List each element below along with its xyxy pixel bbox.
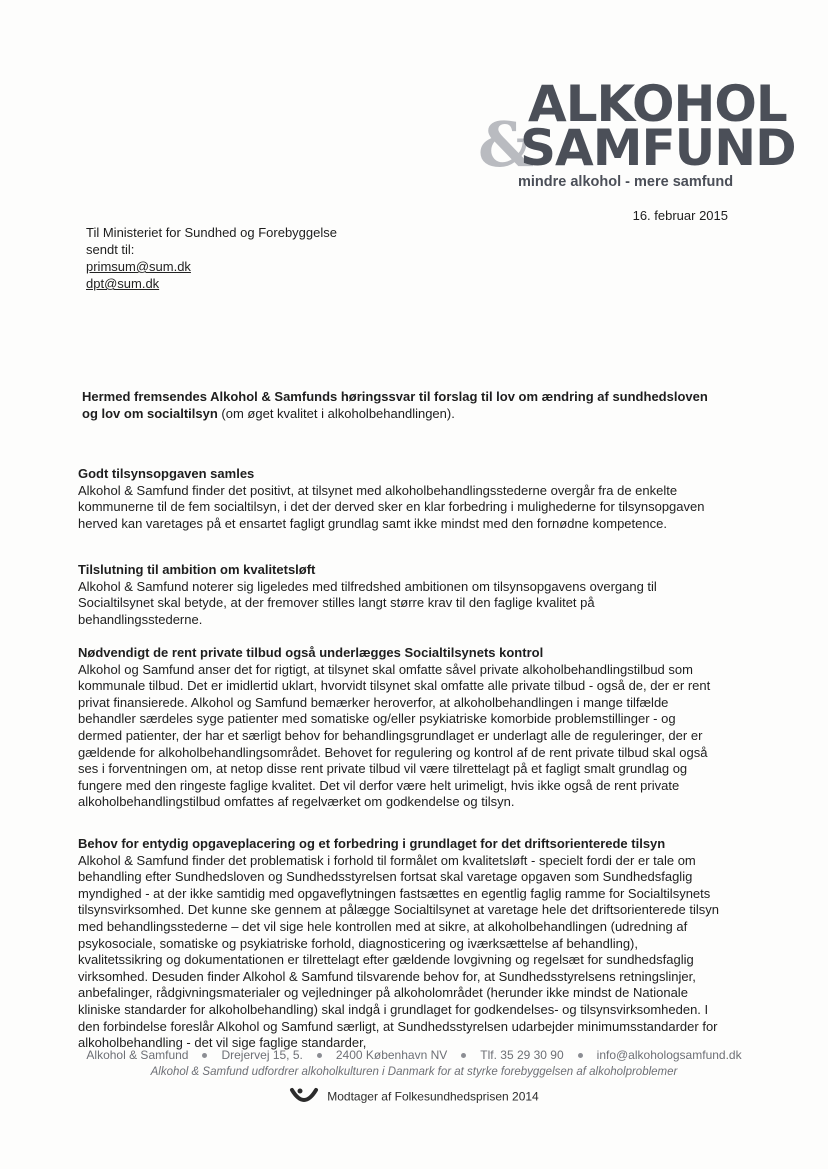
logo-line2: SAMFUND [520, 119, 796, 177]
intro-normal: (om øget kvalitet i alkoholbehandlingen). [217, 406, 455, 421]
alkohol-samfund-logo [478, 75, 796, 198]
footer-slogan: Alkohol & Samfund udfordrer alkoholkulturen i Danmark for at styrke forebyggelsen af alkoholproblemer [150, 1066, 678, 1078]
section-opgaveplacering [78, 836, 720, 1052]
email-link-primsum[interactable]: primsum@sum.dk [86, 259, 191, 274]
section-tilsynsopgaven [78, 466, 720, 532]
section-body: Alkohol & Samfund noterer sig ligeledes med tilfredshed ambitionen om tilsynsopgavens overgang til Socialtilsynet skal betyde, at der fremover stilles langt større krav til den faglige kvalitet på behandlingsstederne. [78, 578, 657, 627]
intro-paragraph [82, 388, 712, 422]
section-heading: Behov for entydig opgaveplacering og et forbedring i grundlaget for det driftsorienterede tilsyn [78, 836, 666, 851]
recipient-block [86, 224, 337, 292]
footer-award [0, 1086, 828, 1109]
logo-line1: ALKOHOL [528, 75, 787, 133]
footer-phone: Tlf. 35 29 30 90 [480, 1048, 564, 1062]
intro-bold: Hermed fremsendes Alkohol & Samfunds høringssvar til forslag til lov om ændring af sundhedsloven og lov om socialtilsyn [82, 389, 708, 421]
section-body: Alkohol & Samfund finder det problematisk i forhold til formålet om kvalitetsløft - specielt fordi der er tale om behandling efter Sundhedsloven og Sundhedsstyrelsen fortsat skal varetage opgaven som Sundhedsfaglig myndighed - at der ikke samtidig med opgaveflytningen fastsættes en egentlig faglig ramme for Socialtilsynets tilsynsvirksomhed. Det kunne ske gennem at pålægge Socialtilsynet at varetage hele det driftsorienterede tilsyn med behandlingsstederne – det vil sige hele kontrollen med at sikre, at alkoholbehandlingen (udredning af psykosociale, somatiske og psykiatriske forhold, diagnosticering og iværksættelse af behandling), kvalitetssikring og dokumentationen er tilrettelagt efter gældende lovgivning og regelsæt for sundhedsfaglig virksomhed. Desuden finder Alkohol & Samfund tilsvarende behov for, at Sundhedsstyrelsens retningslinjer, anbefalinger, rådgivningsmaterialer og vejledninger på alkoholområdet (herunder ikke mindst de Nationale kliniske standarder for alkoholbehandling) skal indgå i grundlaget for godkendelses- og tilsynsvirksomheden. I den forbindelse foreslår Alkohol og Samfund særligt, at Sundhedsstyrelsen udarbejder minimumsstandarder for alkoholbehandling - det vil sige faglige standarder, [78, 852, 719, 1051]
section-body: Alkohol og Samfund anser det for rigtigt, at tilsynet skal omfatte såvel private alkoholbehandlingstilbud som kommunale tilbud. Det er imidlertid uklart, hvorvidt tilsynet skal omfatte alle private tilbud - også de, der er rent privat finansierede. Alkohol og Samfund bemærker heroverfor, at alkoholbehandlingen i mange tilfælde behandler særdeles syge patienter med somatiske og/eller psykiatriske komorbide problemstillinger - og dermed patienter, der har et særligt behov for behandlingsgrundlaget er underlagt alle de reguleringer, der er gældende for alkoholbehandlingsområdet. Behovet for regulering og kontrol af de rent private tilbud skal også ses i forventningen om, at netop disse rent private tilbud vil være tilrettelagt på et fagligt smalt grundlag og fungere med den ringeste faglige kvalitet. Det vil derfor være helt urimeligt, hvis ikke også de rent private alkoholbehandlingstilbud omfattes af regelværket om godkendelse og tilsyn. [78, 661, 711, 810]
bullet-icon [578, 1053, 583, 1058]
award-text: Modtager af Folkesundhedsprisen 2014 [327, 1089, 539, 1104]
recipient-name: Til Ministeriet for Sundhed og Forebyggelse [86, 225, 337, 240]
section-private-tilbud [78, 645, 720, 811]
section-heading: Godt tilsynsopgaven samles [78, 466, 255, 481]
bullet-icon [461, 1053, 466, 1058]
bullet-icon [202, 1053, 207, 1058]
logo-ampersand: & [478, 108, 534, 181]
section-heading: Nødvendigt de rent private tilbud også underlægges Socialtilsynets kontrol [78, 645, 544, 660]
footer-email[interactable]: info@alkohologsamfund.dk [596, 1048, 742, 1062]
sent-to-label: sendt til: [86, 242, 135, 257]
bullet-icon [317, 1053, 322, 1058]
letter-date: 16. februar 2015 [632, 208, 728, 223]
section-kvalitetsloeft [78, 562, 720, 628]
logo-tagline: mindre alkohol - mere samfund [518, 174, 734, 190]
email-link-dpt[interactable]: dpt@sum.dk [86, 276, 160, 291]
footer-street: Drejervej 15, 5. [221, 1048, 303, 1062]
section-body: Alkohol & Samfund finder det positivt, at tilsynet med alkoholbehandlingsstederne overgår fra de enkelte kommunerne til de fem socialtilsyn, i det der derved sker en klar forbedring i mulighederne for tilsynsopgaven herved kan varetages på et ensartet fagligt grundlag samt ikke mindst med den fornødne kompetence. [78, 482, 705, 531]
footer-city: 2400 København NV [335, 1048, 448, 1062]
section-heading: Tilslutning til ambition om kvalitetsløft [78, 562, 316, 577]
footer-contact-line [0, 1048, 828, 1062]
award-icon [289, 1086, 319, 1109]
footer-org: Alkohol & Samfund [86, 1048, 189, 1062]
